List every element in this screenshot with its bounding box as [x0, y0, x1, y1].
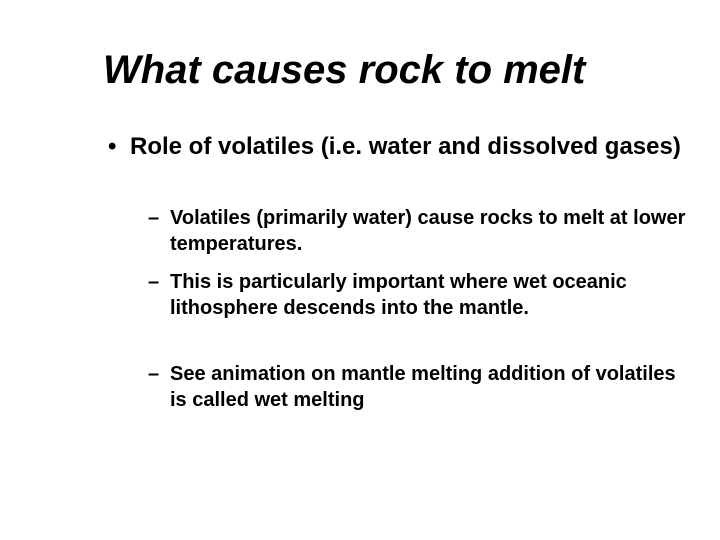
sub-point-text: This is particularly important where wet oceanic lithosphere descends into the mantle. [170, 271, 627, 319]
sub-point-2 [148, 269, 688, 321]
dash-marker: – [148, 207, 160, 229]
sub-point-text: Volatiles (primarily water) cause rocks to melt at lower temperatures. [170, 207, 686, 255]
bullet-marker: • [108, 133, 117, 160]
dash-marker: – [148, 271, 160, 293]
sub-point-text: See animation on mantle melting addition of volatiles is called wet melting [170, 363, 676, 411]
slide-title: What causes rock to melt [103, 48, 586, 92]
sub-point-3 [148, 361, 688, 413]
sub-point-1 [148, 205, 688, 257]
main-bullet-point [108, 131, 708, 163]
dash-marker: – [148, 363, 160, 385]
main-bullet-text: Role of volatiles (i.e. water and dissolved gases) [130, 133, 681, 160]
